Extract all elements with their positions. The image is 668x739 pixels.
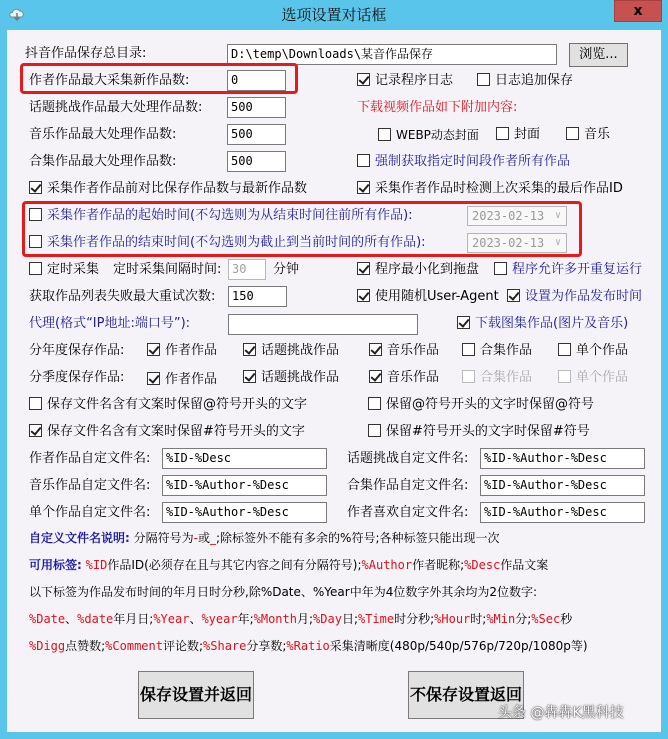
by-year-author-checkbox[interactable] <box>147 342 217 360</box>
help-line-2 <box>29 556 548 574</box>
help-text: 秒 <box>560 612 573 626</box>
option-label: 音乐作品 <box>387 370 440 385</box>
start-date-value: 2023-02-13 <box>472 209 545 223</box>
close-button[interactable]: x <box>614 0 662 22</box>
compare-label: 采集作者作品前对比保存作品数与最新作品数 <box>47 181 308 196</box>
help-text: ;除标签外不能有多余的%符号;各种标签只能出现一次 <box>216 531 500 545</box>
compare-checkbox[interactable] <box>29 180 307 198</box>
save-dir-label: 抖音作品保存总目录: <box>25 46 147 61</box>
tag: %Date <box>29 612 66 626</box>
watermark: 头条 @犇犇K黑科技 <box>498 705 624 721</box>
webp-cover-label: WEBP动态封面 <box>396 128 479 142</box>
return-without-save-button[interactable]: 不保存设置返回 <box>408 671 524 719</box>
timer-interval-label: 定时采集间隔时间: <box>113 262 222 277</box>
end-time-label: 采集作者作品的结束时间(不勾选则为截止到当前时间的所有作品): <box>47 235 426 250</box>
liked-name-input[interactable]: %ID-%Author-%Desc <box>480 502 645 523</box>
music-name-input[interactable]: %ID-%Author-%Desc <box>162 475 327 496</box>
checkbox-checked-icon <box>243 343 256 356</box>
tag: %Sec <box>531 612 561 626</box>
checkbox-unchecked-icon <box>558 343 571 356</box>
keep-hash-symbol-checkbox[interactable] <box>368 423 590 441</box>
checkbox-unchecked-icon <box>566 127 579 140</box>
help-text: 年; <box>237 612 254 626</box>
checkbox-checked-icon <box>369 370 382 383</box>
checkbox-unchecked-icon <box>368 424 381 437</box>
multi-instance-label: 程序允许多开重复运行 <box>512 262 643 277</box>
liked-name-label: 作者喜欢自定文件名: <box>347 505 469 520</box>
record-log-label: 记录程序日志 <box>375 73 454 88</box>
extra-content-heading: 下载视频作品如下附加内容: <box>357 100 518 115</box>
single-name-input[interactable]: %ID-%Author-%Desc <box>162 502 327 523</box>
checkbox-disabled-icon <box>462 370 475 383</box>
tag: %year <box>201 612 238 626</box>
single-name-label: 单个作品自定文件名: <box>29 505 151 520</box>
help-text: 点赞数; <box>65 639 106 653</box>
by-season-single-checkbox[interactable] <box>558 369 628 387</box>
tag: %Min <box>486 612 516 626</box>
music-extra-checkbox[interactable] <box>566 126 610 144</box>
help-text: 分; <box>515 612 532 626</box>
collection-name-input[interactable]: %ID-%Author-%Desc <box>480 475 645 496</box>
tag: %date <box>77 612 114 626</box>
gallery-label: 下载图集作品(图片及音乐) <box>475 316 629 331</box>
checkbox-unchecked-icon <box>357 154 370 167</box>
random-ua-checkbox[interactable] <box>357 288 499 306</box>
topic-max-label: 话题挑战作品最大处理作品数: <box>29 100 203 115</box>
keep-at-symbol-checkbox[interactable] <box>368 396 594 414</box>
help-underscore: _ <box>210 531 217 545</box>
start-time-checkbox[interactable] <box>29 207 413 225</box>
checkbox-unchecked-icon <box>368 397 381 410</box>
collection-max-input[interactable]: 500 <box>227 151 286 172</box>
option-label: 话题挑战作品 <box>261 370 340 385</box>
checkbox-checked-icon <box>357 73 370 86</box>
help-line-4 <box>29 610 572 628</box>
chevron-down-icon: ∨ <box>554 237 561 248</box>
topic-max-input[interactable]: 500 <box>227 97 286 118</box>
keep-hash-symbol-label: 保留#符号开头的文字时保留#符号 <box>386 424 590 439</box>
minimize-tray-checkbox[interactable] <box>357 261 479 279</box>
tag-author: %Author <box>361 558 413 572</box>
proxy-input[interactable] <box>228 314 418 335</box>
by-season-label: 分季度保存作品: <box>29 370 125 385</box>
detect-last-label: 采集作者作品时检测上次采集的最后作品ID <box>375 181 623 196</box>
gallery-checkbox[interactable] <box>457 315 628 333</box>
end-date-picker[interactable] <box>467 233 567 253</box>
by-season-collection-checkbox[interactable] <box>462 369 532 387</box>
help-text: 评论数; <box>162 639 204 653</box>
append-log-label: 日志追加保存 <box>495 73 574 88</box>
checkbox-unchecked-icon <box>29 262 42 275</box>
by-year-music-checkbox[interactable] <box>369 342 439 360</box>
help-text: 、 <box>189 612 202 626</box>
tag: %Comment <box>105 639 163 653</box>
checkbox-checked-icon <box>147 343 160 356</box>
timer-checkbox[interactable] <box>29 261 99 279</box>
webp-cover-checkbox[interactable] <box>378 126 479 144</box>
by-season-music-checkbox[interactable] <box>369 369 439 387</box>
help-text: 采集清晰度(480p/540p/576p/720p/1080p等) <box>329 639 588 653</box>
checkbox-checked-icon <box>147 372 160 385</box>
end-time-checkbox[interactable] <box>29 234 426 252</box>
end-date-value: 2023-02-13 <box>472 236 545 250</box>
help-text: 年月日; <box>113 612 154 626</box>
help-dash: - <box>193 531 198 545</box>
checkbox-checked-icon <box>357 289 370 302</box>
checkbox-checked-icon <box>29 181 42 194</box>
checkbox-unchecked-icon <box>496 127 509 140</box>
checkbox-checked-icon <box>369 343 382 356</box>
multi-instance-checkbox[interactable] <box>494 261 642 279</box>
help-text: 作品ID(必须存在且与其它内容之间有分隔符号); <box>107 558 362 572</box>
tag: %Day <box>313 612 342 626</box>
proxy-label: 代理(格式“IP地址:端口号”): <box>29 316 191 331</box>
help-title-tags: 可用标签: <box>29 558 82 572</box>
tag-desc: %Desc <box>464 558 501 572</box>
help-text: 分隔符号为 <box>133 531 194 545</box>
option-label: 合集作品 <box>480 343 533 358</box>
help-text: 作品文案 <box>500 558 549 572</box>
checkbox-unchecked-icon <box>378 128 391 141</box>
help-text: 分享数; <box>246 639 287 653</box>
browse-button[interactable]: 浏览... <box>569 43 628 67</box>
record-log-checkbox[interactable] <box>357 72 453 90</box>
start-date-picker[interactable] <box>467 206 567 226</box>
music-max-label: 音乐作品最大处理作品数: <box>29 127 177 142</box>
help-text: 、 <box>65 612 78 626</box>
cover-checkbox[interactable] <box>496 126 540 144</box>
help-line-3: 以下标签为作品发布时间的年月日时分秒,除%Date、%Year中年为4位数字外其余均为2位数字: <box>29 585 538 599</box>
option-label: 话题挑战作品 <box>261 343 340 358</box>
tag: %Time <box>357 612 395 626</box>
option-label: 单个作品 <box>576 343 629 358</box>
checkbox-checked-icon <box>507 289 520 302</box>
keep-at-label: 保存文件名含有文案时保留@符号开头的文字 <box>47 397 308 412</box>
append-log-checkbox[interactable] <box>477 72 573 90</box>
music-name-label: 音乐作品自定文件名: <box>29 478 151 493</box>
publish-time-label: 设置为作品发布时间 <box>525 289 643 304</box>
timer-label: 定时采集 <box>47 262 100 277</box>
timer-interval-input[interactable]: 30 <box>228 259 266 280</box>
tag-id: %ID <box>85 558 108 572</box>
minimize-tray-label: 程序最小化到拖盘 <box>375 262 480 277</box>
topic-name-label: 话题挑战自定文件名: <box>347 451 469 466</box>
help-text: 或 <box>198 531 211 545</box>
tag: %Share <box>203 639 247 653</box>
dialog-body <box>7 30 661 732</box>
publish-time-checkbox[interactable] <box>507 288 642 306</box>
keep-hash-label: 保存文件名含有文案时保留#符号开头的文字 <box>47 424 305 439</box>
option-label: 音乐作品 <box>387 343 440 358</box>
checkbox-unchecked-icon <box>29 235 42 248</box>
help-text: 时; <box>470 612 487 626</box>
help-text: 日; <box>341 612 358 626</box>
checkbox-checked-icon <box>457 316 470 329</box>
checkbox-checked-icon <box>29 424 42 437</box>
by-year-single-checkbox[interactable] <box>558 342 628 360</box>
keep-at-symbol-label: 保留@符号开头的文字时保留@符号 <box>386 397 595 412</box>
checkbox-unchecked-icon <box>477 73 490 86</box>
keep-at-checkbox[interactable] <box>29 396 307 414</box>
checkbox-checked-icon <box>357 181 370 194</box>
checkbox-unchecked-icon <box>462 343 475 356</box>
save-dir-input[interactable]: D:\temp\Downloads\某音作品保存 <box>227 44 557 65</box>
checkbox-checked-icon <box>243 370 256 383</box>
topic-name-input[interactable]: %ID-%Author-%Desc <box>480 448 645 469</box>
checkbox-unchecked-icon <box>29 208 42 221</box>
author-name-input[interactable]: %ID-%Desc <box>162 448 327 469</box>
cover-label: 封面 <box>514 127 541 142</box>
retry-input[interactable]: 150 <box>228 286 287 307</box>
help-title-naming: 自定义文件名说明: <box>29 531 130 545</box>
checkbox-checked-icon <box>357 262 370 275</box>
by-season-author-checkbox[interactable] <box>147 371 217 389</box>
author-name-label: 作者作品自定文件名: <box>29 451 151 466</box>
help-text: 作者昵称; <box>412 558 465 572</box>
retry-label: 获取作品列表失败最大重试次数: <box>29 289 216 304</box>
music-extra-label: 音乐 <box>584 127 611 142</box>
option-label: 单个作品 <box>576 370 629 385</box>
tag: %Month <box>253 612 297 626</box>
tag: %Year <box>153 612 190 626</box>
help-text: 时分秒; <box>394 612 435 626</box>
force-all-checkbox[interactable] <box>357 153 570 171</box>
timer-unit-label: 分钟 <box>273 262 300 277</box>
tag: %Hour <box>434 612 471 626</box>
window-title: 选项设置对话框 <box>281 6 387 24</box>
tag: %Digg <box>29 639 66 653</box>
checkbox-unchecked-icon <box>494 262 507 275</box>
by-year-topic-checkbox[interactable] <box>243 342 339 360</box>
option-label: 作者作品 <box>165 343 218 358</box>
max-new-input[interactable]: 0 <box>227 70 286 91</box>
random-ua-label: 使用随机User-Agent <box>375 289 499 304</box>
start-time-label: 采集作者作品的起始时间(不勾选则为从结束时间往前所有作品): <box>47 208 413 223</box>
save-and-return-button[interactable]: 保存设置并返回 <box>138 671 254 719</box>
chevron-down-icon: ∨ <box>554 210 561 221</box>
max-new-label: 作者作品最大采集新作品数: <box>29 73 190 88</box>
music-max-input[interactable]: 500 <box>227 124 286 145</box>
checkbox-disabled-icon <box>558 370 571 383</box>
option-label: 合集作品 <box>480 370 533 385</box>
title-bar[interactable] <box>0 0 668 30</box>
tag: %Ratio <box>286 639 330 653</box>
by-year-label: 分年度保存作品: <box>29 343 125 358</box>
keep-hash-checkbox[interactable] <box>29 423 305 441</box>
collection-name-label: 合集作品自定文件名: <box>347 478 469 493</box>
option-label: 作者作品 <box>165 372 218 387</box>
help-text: 月; <box>296 612 314 626</box>
help-line-1 <box>29 529 500 547</box>
detect-last-checkbox[interactable] <box>357 180 623 198</box>
collection-max-label: 合集作品最大处理作品数: <box>29 154 177 169</box>
force-all-label: 强制获取指定时间段作者所有作品 <box>375 154 571 169</box>
checkbox-unchecked-icon <box>29 397 42 410</box>
help-line-5 <box>29 637 588 655</box>
by-season-topic-checkbox[interactable] <box>243 369 339 387</box>
by-year-collection-checkbox[interactable] <box>462 342 532 360</box>
